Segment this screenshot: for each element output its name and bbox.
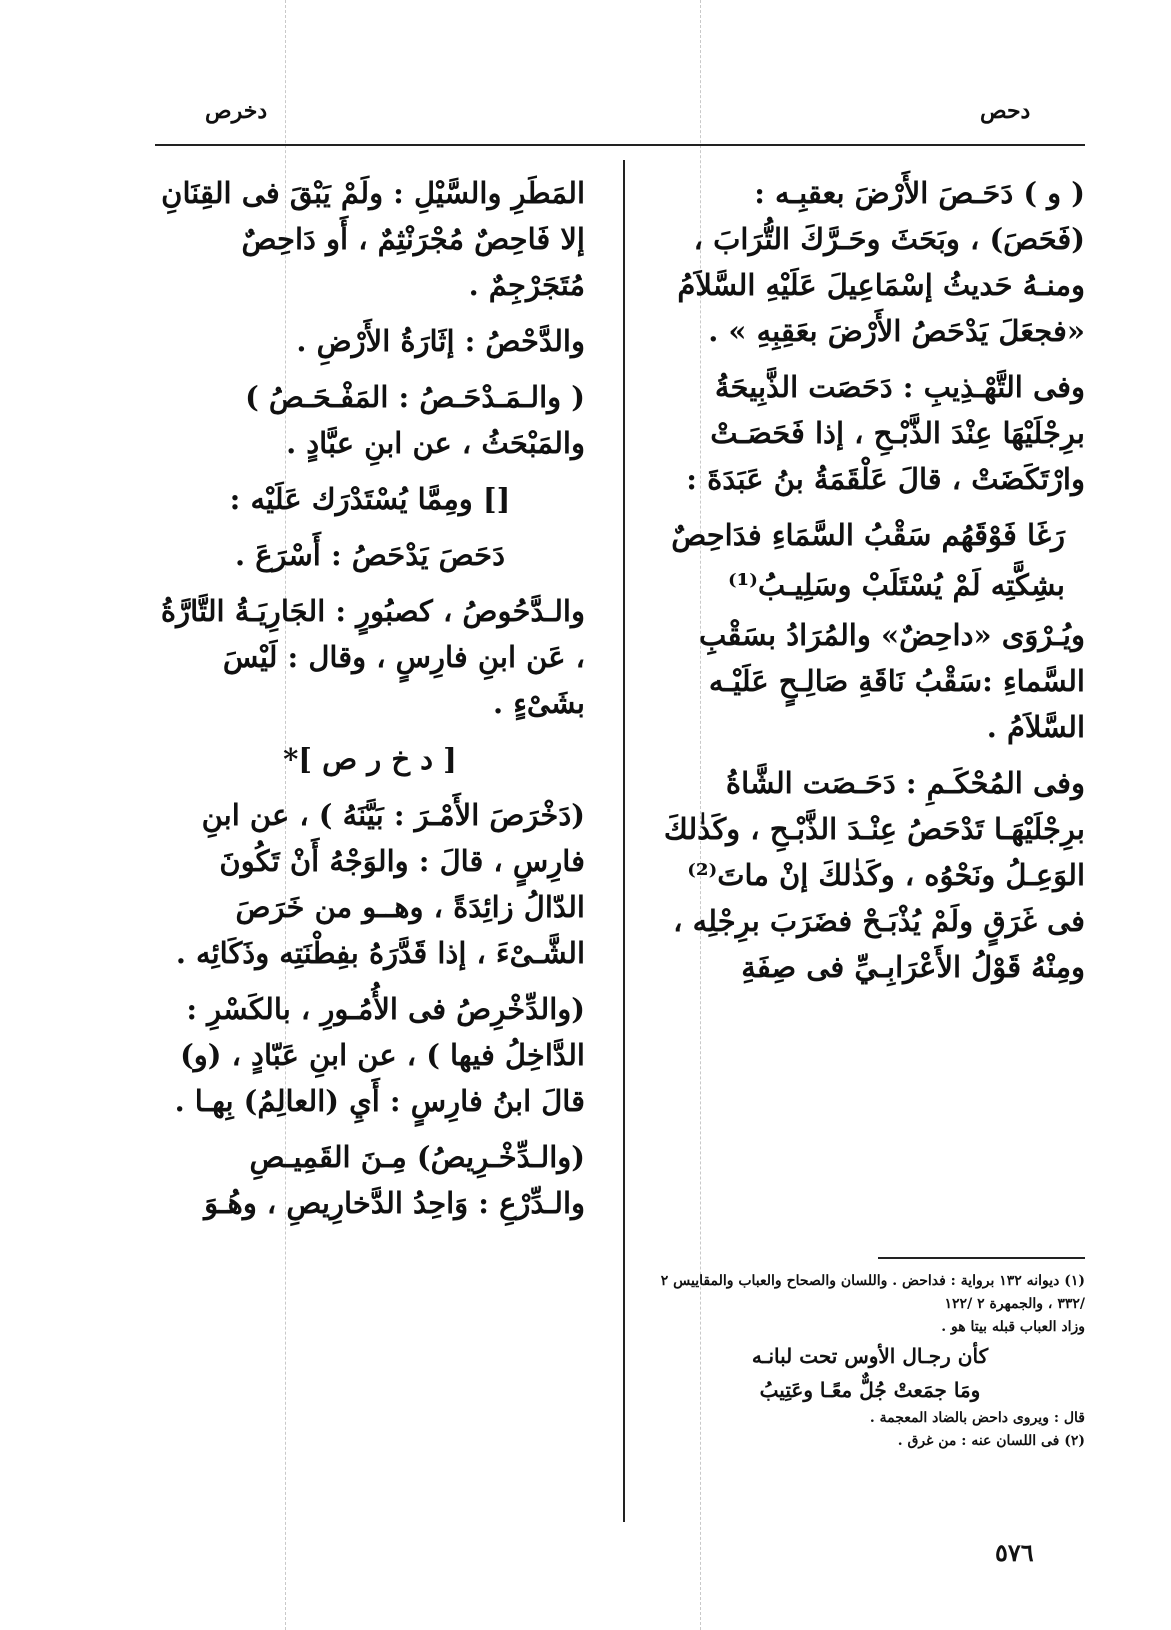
footnote-1-text: قال : ويروى داحض بالضاد المعجمة . [869, 1410, 1085, 1426]
entry-heading: [ د خ ر ص ]* [283, 742, 457, 776]
header-rule [155, 144, 1085, 146]
paragraph: وفى التَّهْـذِيبِ : دَحَصَت الذَّبِيحَةُ برِجْلَيْهَا عِنْدَ الذَّبْـحِ ، إذا فَحَصَـتْ وارْتَكَضَتْ ، قالَ عَلْقَمَةُ بنُ عَبَدَةَ : [686, 370, 1085, 496]
header-left-word: دخرص [205, 98, 268, 124]
right-column [655, 170, 1085, 1000]
paragraph: دَحَصَ يَدْحَصُ : أَسْرَعَ . [235, 538, 505, 572]
paragraph: والـدَّحُوصُ ، كصبُورٍ : الجَارِيَـةُ التَّارَّةُ ، عَن ابنِ فارِسٍ ، وقال : لَيْسَ بشَىْءٍ . [160, 594, 585, 720]
paragraph: ( والـمَـدْحَـصُ : المَفْـحَـصُ ) والمَبْحَثُ ، عن ابنِ عبَّادٍ . [245, 380, 585, 460]
paragraph: ( و ) دَحَـصَ الأَرْضَ بعقبِـه : (فَحَصَ) ، وبَحَثَ وحَـرَّكَ التُّرَابَ ، ومنـهُ حَديثُ إسْمَاعِيلَ عَلَيْهِ السَّلاَمُ «فجعَلَ يَدْحَصُ الأَرْضَ بعَقِبِهِ » . [677, 176, 1085, 348]
paragraph: (والـدِّخْـرِيصُ) مِـنَ القَمِيـصِ والـدِّرْعِ : وَاحِدُ الدَّخارِيصِ ، وهُـوَ [204, 1140, 585, 1220]
verse-line: رَغَا فَوْقَهُم سَقْبُ السَّمَاءِ فدَاحِصٌ [671, 518, 1065, 552]
verse-line: بشِكَّتِه لَمْ يُسْتَلَبْ وسَلِيـبُ⁽¹⁾ [727, 568, 1065, 602]
footnote-1-text: (١) ديوانه ١٣٢ برواية : فداحض . واللسان والصحاح والعباب والمقاييس ٢ /٣٣٢ ، والجمهرة ٢ /١٢٢ [660, 1273, 1085, 1312]
paragraph: (والدِّخْرِصُ فى الأُمُـورِ ، بالكَسْرِ : الدَّاخِلُ فيها ) ، عن ابنِ عَبّادٍ ، (و) قالَ ابنُ فارِسٍ : أَيِ (العالِمُ) بِهـا . [174, 992, 585, 1118]
paragraph: [] ومِمَّا يُسْتَدْرَك عَلَيْه : [229, 482, 511, 516]
paragraph: (دَخْرَصَ الأَمْـرَ : بَيَّنَهُ ) ، عن ابنِ فارِسٍ ، قالَ : والوَجْهُ أَنْ تَكُونَ الدّالُ زائِدَةً ، وهــو من خَرَصَ الشَّـىْءَ ، إذا قَدَّرَهُ بفِطْنَتِه وذَكَائِه . [175, 798, 585, 970]
footnote-verse: كأن رجـال الأوس تحت لبانـه [751, 1344, 989, 1368]
footnote-2-text: (٢) فى اللسان عنه : من غرق . [897, 1433, 1085, 1449]
footnotes [655, 1270, 1085, 1453]
paragraph: وفى المُحْكَـمِ : دَحَـصَت الشَّاةُ برِجْلَيْهَـا تَدْحَصُ عِنْـدَ الذَّبْـحِ ، وكَذٰلكَ الوَعِـلُ ونَحْوُه ، وكَذٰلكَ إنْ ماتَ⁽²⁾ فى غَرَقٍ ولَمْ يُذْبَـحْ فضَرَبَ برِجْلِه ، ومِنْهُ قَوْلُ الأَعْرَابِـيِّ فى صِفَةِ [663, 766, 1085, 984]
column-divider [623, 160, 625, 1522]
paragraph: والدَّحْصُ : إثَارَةُ الأَرْضِ . [296, 324, 585, 358]
footnote-1-text: وزاد العباب قبله بيتا هو . [941, 1319, 1085, 1335]
left-column [155, 170, 585, 1236]
page-number: ٥٧٦ [995, 1538, 1034, 1567]
paragraph: المَطَرِ والسَّيْلِ : ولَمْ يَبْقَ فى القِنَانِ إلا فَاحِصٌ مُجْرَنْثِمٌ ، أَو دَاحِصٌ مُتَجَرْجِمٌ . [161, 176, 585, 302]
footnote-rule [878, 1257, 1085, 1259]
paragraph: ويُـرْوَى «داحِضٌ» والمُرَادُ بسَقْبِ السَّماءِ :سَقْبُ نَاقَةِ صَالِـحٍ عَلَيْـه السَّلاَمُ . [699, 618, 1085, 744]
header-right-word: دحص [980, 98, 1031, 124]
footnote-verse: ومَا جمَعتْ جُلٌّ معًـا وعَتِيبُ [759, 1378, 981, 1402]
